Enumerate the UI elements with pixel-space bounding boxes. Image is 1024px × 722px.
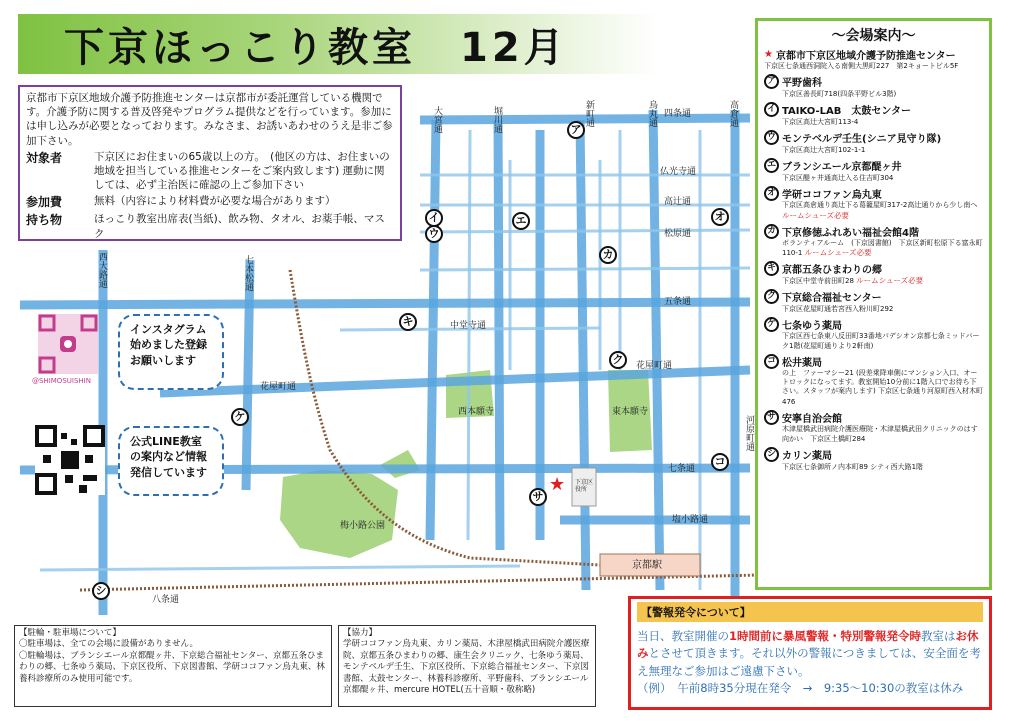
venue-item-addr xyxy=(764,276,983,286)
label-umekoji: 梅小路公園 xyxy=(340,521,386,531)
parking-line1: 〇駐車場は、全ての会場に設備がありません。 xyxy=(19,639,199,650)
venue-item xyxy=(764,289,983,314)
warning-example: （例） 午前8時35分現在発令 → 9:35～10:30の教室は休み xyxy=(637,680,964,695)
venue-item-addr xyxy=(764,145,983,155)
venue-marker-icon: ア xyxy=(764,74,779,89)
venue-item-name: 下京総合福祉センター xyxy=(782,292,882,304)
venue-item-name-row xyxy=(764,261,983,276)
venue-item-addr-text: 下京区花屋町通若宮西入粉川町292 xyxy=(782,304,894,313)
venue-item xyxy=(764,261,983,286)
line-qr-icon[interactable] xyxy=(35,425,105,495)
venue-item-addr-text: 下京区高辻大宮町102-1-1 xyxy=(782,146,866,155)
warning-text-e: とさせて頂きます。それ以外の警報につきましては、安全面を考え無理なご参加はご遠慮下さい。 xyxy=(637,646,981,678)
park-umekoji xyxy=(280,470,398,558)
label-gojo: 五条通 xyxy=(664,297,692,307)
warning-text-a: 当日、教室開催の xyxy=(637,629,729,643)
label-nishiojiro: 西大路通 xyxy=(97,252,107,288)
warning-text-d: お休み xyxy=(637,629,979,661)
venue-center xyxy=(764,47,983,62)
venue-item xyxy=(764,186,983,220)
venue-marker-icon: コ xyxy=(764,354,779,369)
venue-item xyxy=(764,354,983,406)
venue-item-name: 下京修徳ふれあい福祉会館4階 xyxy=(782,227,919,239)
venue-marker-icon: エ xyxy=(764,158,779,173)
venue-item-addr-text: 下京区中堂寺前田町28 xyxy=(782,276,854,285)
venue-item-name-row xyxy=(764,447,983,462)
map-marker-o: オ xyxy=(711,208,729,226)
venue-item-name-row xyxy=(764,317,983,332)
venue-item-name-row xyxy=(764,354,983,369)
venue-marker-icon: ケ xyxy=(764,317,779,332)
instagram-bubble: インスタグラム始めました登録お願いします xyxy=(118,314,224,390)
venue-item-name: モンテベルデ壬生(シニア見守り隊) xyxy=(782,134,942,146)
venue-item-name: 松井薬局 xyxy=(782,358,822,370)
parking-box xyxy=(14,625,332,707)
venue-item-addr-text: 木津屋橋武田病院介護医療院・木津屋橋武田クリニックのはす向かい 下京区土橋町284 xyxy=(782,424,978,443)
venue-item-name-row xyxy=(764,102,983,117)
venue-item-addr xyxy=(764,201,983,220)
label-shichihonmatsu: 七本松通 xyxy=(243,255,253,291)
venue-item-name: 平野歯科 xyxy=(782,78,822,90)
venue-item xyxy=(764,130,983,155)
coop-body: 学研ココファン烏丸東、カリン薬局、木津屋橋武田病院介護医療院、京都五条ひまわりの郷、康生会クリニック、七条ゆう薬局、モンテベルデ壬生、下京区役所、下京総合福祉センター、下京図書館、太鼓センター、林養科診療所、平野歯科、ブランシエール京都醍ヶ井、mercure HOTEL(五十音順・敬称略) xyxy=(343,639,590,696)
map-marker-ku: ク xyxy=(609,351,627,369)
venue-item xyxy=(764,317,983,351)
label-kyoto-station: 京都駅 xyxy=(632,560,662,571)
label-shimogyo-office: 下京区役所 xyxy=(575,479,594,493)
center-addr: 下京区七条通西洞院入る南側大黒町227 第2キョートビル5F xyxy=(764,62,959,70)
info-box xyxy=(18,85,402,241)
label-nishihonganji: 西本願寺 xyxy=(458,407,495,417)
label-shiokoji: 塩小路通 xyxy=(672,515,709,525)
label-oomiya: 大宮通 xyxy=(432,106,442,133)
venue-item-name: 学研ココファン烏丸東 xyxy=(782,190,882,202)
venue-marker-icon: シ xyxy=(764,447,779,462)
info-intro: 京都市下京区地域介護予防推進センターは京都市が委託運営している機関です。介護予防に関する普及啓発やプログラム提供などを行っています。参加には申し込みが必要となっております。みなさま、お誘いあわせのうえ是非ご参加下さい。 xyxy=(26,92,393,147)
venue-item xyxy=(764,74,983,99)
label-karasuma: 烏丸通 xyxy=(647,100,657,127)
venue-marker-icon: オ xyxy=(764,186,779,201)
label-shijo: 四条通 xyxy=(664,109,692,119)
parking-title: 【駐輪・駐車場について】 xyxy=(19,628,121,638)
venue-item-addr xyxy=(764,117,983,127)
info-fee-row xyxy=(26,194,394,210)
parking-line2: 〇駐輪場は、ブランシエール京都醍ヶ井、下京総合福祉センター、京都五条ひまわりの郷、七条ゆう薬局、下京区役所、下京図書館、学研ココファン烏丸東、林養科診療所のみ使用可能です。 xyxy=(19,650,325,684)
venue-item-name: 七条ゆう薬局 xyxy=(782,321,842,333)
items-value: ほっこり教室出席表(当紙)、飲み物、タオル、お薬手帳、マスク xyxy=(94,213,385,240)
venue-item-addr xyxy=(764,369,983,406)
venue-item xyxy=(764,102,983,127)
venue-item xyxy=(764,410,983,444)
venue-marker-icon: カ xyxy=(764,224,779,239)
map-marker-sa: サ xyxy=(529,488,547,506)
venue-item-addr xyxy=(764,304,983,314)
warning-body xyxy=(637,628,983,697)
fee-label: 参加費 xyxy=(26,195,63,210)
map-marker-u: ウ xyxy=(425,225,443,243)
venue-item-addr xyxy=(764,239,983,258)
venue-item-name-row xyxy=(764,74,983,89)
venue-item-name: 京都五条ひまわりの郷 xyxy=(782,264,882,276)
venue-item-addr-text: 下京区高倉通り高辻下る葛籠屋町317-2高辻通りから少し南へ xyxy=(782,201,978,210)
fee-value: 無料（内容により材料費が必要な場合があります） xyxy=(94,195,336,208)
label-chudoji: 中堂寺通 xyxy=(450,321,487,331)
info-target-row xyxy=(26,150,394,193)
venue-marker-icon: ク xyxy=(764,289,779,304)
venue-item-name-row xyxy=(764,224,983,239)
warning-text-b: 1時間前に暴風警報・特別警報発令時 xyxy=(729,629,921,643)
line-bubble: 公式LINE教室の案内など情報発信しています xyxy=(118,426,224,496)
label-hanaya-west: 花屋町通 xyxy=(260,382,297,392)
venue-item-addr xyxy=(764,462,983,472)
venue-marker-icon: サ xyxy=(764,410,779,425)
venue-list xyxy=(764,74,983,472)
target-label: 対象者 xyxy=(26,150,63,165)
label-hachijo: 八条通 xyxy=(152,595,180,605)
venue-item-name-row xyxy=(764,410,983,425)
items-label: 持ち物 xyxy=(26,213,63,228)
venue-item-addr xyxy=(764,89,983,99)
cooperation-box xyxy=(338,625,596,707)
venue-marker-icon: キ xyxy=(764,261,779,276)
venue-item-addr-text: 下京区醍ヶ井通高辻入る住吉町304 xyxy=(782,174,894,183)
venue-item-name-row xyxy=(764,186,983,201)
label-bukkoji: 仏光寺通 xyxy=(660,167,697,177)
venue-item-name: 安寧自治会館 xyxy=(782,413,842,425)
venue-item-name: TAIKO-LAB 太鼓センター xyxy=(782,106,911,118)
label-takatsuji: 高辻通 xyxy=(664,197,692,207)
map-marker-ki: キ xyxy=(399,313,417,331)
center-star-icon: ★ xyxy=(549,474,566,495)
map-marker-shi: シ xyxy=(92,582,110,600)
venue-item-name-row xyxy=(764,289,983,304)
venue-panel xyxy=(755,18,992,590)
warning-text-c: 教室は xyxy=(921,629,956,643)
venue-item-addr-text: ボランティアルーム (下京図書館) 下京区新町松原下る富永町110-1 xyxy=(782,238,983,257)
venue-item-name-row xyxy=(764,158,983,173)
map-marker-a: ア xyxy=(567,121,585,139)
map-marker-ko: コ xyxy=(711,453,729,471)
map-marker-e: エ xyxy=(512,212,530,230)
venue-item xyxy=(764,158,983,183)
venue-item xyxy=(764,447,983,472)
venue-item-name: ブランシエール京都醍ヶ井 xyxy=(782,162,902,174)
label-horikawa: 堀川通 xyxy=(492,106,502,133)
venue-item-addr-text: 下京区西七条東八反田町33番地パデシオン京都七条ミッドバーク1階(花屋町通りより2軒南) xyxy=(782,332,980,351)
map-marker-ke: ケ xyxy=(231,408,249,426)
label-hanaya-east: 花屋町通 xyxy=(636,361,673,371)
warning-title: 【警報発令について】 xyxy=(637,602,983,622)
page-title: 下京ほっこり教室 12月 xyxy=(64,25,568,71)
venue-item-note: ルームシューズ必要 xyxy=(782,210,849,220)
label-kawaramachi: 河原町通 xyxy=(744,415,754,451)
coop-title: 【協力】 xyxy=(343,628,378,638)
warning-box xyxy=(628,596,992,710)
venue-item-addr xyxy=(764,332,983,351)
venue-item-addr-text: 下京区高辻大宮町113-4 xyxy=(782,118,859,127)
venue-item-addr xyxy=(764,173,983,183)
venue-item-note: ルームシューズ必要 xyxy=(856,275,924,285)
venue-marker-icon: イ xyxy=(764,102,779,117)
label-shinmachi: 新町通 xyxy=(584,100,594,127)
venue-item-addr-text: の上 ファーマシー21 (段差乗降車側にマンション入口、オートロックになってます。教室開始10分前に1階入口でお待ち下さい。スタッフが案内します) 下京区七条通り河原町西入材木町476 xyxy=(782,369,983,406)
venue-marker-icon: ウ xyxy=(764,130,779,145)
venue-item-addr-text: 下京区善長町718(四条平野ビル3階) xyxy=(782,90,897,99)
label-takakura: 高倉通 xyxy=(728,100,738,127)
info-items-row xyxy=(26,212,394,240)
target-value: 下京区にお住まいの65歳以上の方。 (他区の方は、お住まいの地域を担当している推進センターをご案内致します) 運動に関しては、必ず主治医に確認の上ご参加下さい xyxy=(94,150,390,192)
label-shichijo: 七条通 xyxy=(668,464,696,474)
center-name: 京都市下京区地域介護予防推進センター xyxy=(775,51,956,62)
instagram-qr-icon[interactable] xyxy=(38,314,98,374)
venue-item-addr xyxy=(764,425,983,444)
instagram-handle: @SHIMOSUISHIN xyxy=(32,377,91,385)
venue-item-name-row xyxy=(764,130,983,145)
venue-item-name: カリン薬局 xyxy=(782,450,832,462)
star-icon: ★ xyxy=(764,49,773,60)
label-higashihonganji: 東本願寺 xyxy=(612,407,649,417)
venue-item xyxy=(764,224,983,258)
map-marker-ka: カ xyxy=(599,246,617,264)
label-matsubara: 松原通 xyxy=(664,229,692,239)
venue-item-addr-text: 下京区七条御所ノ内本町89 シティ西大路1階 xyxy=(782,462,924,471)
venue-item-note: ルームシューズ必要 xyxy=(804,247,872,257)
map-marker-i: イ xyxy=(425,209,443,227)
venue-title: ～会場案内～ xyxy=(831,28,916,44)
park-small xyxy=(380,450,420,478)
